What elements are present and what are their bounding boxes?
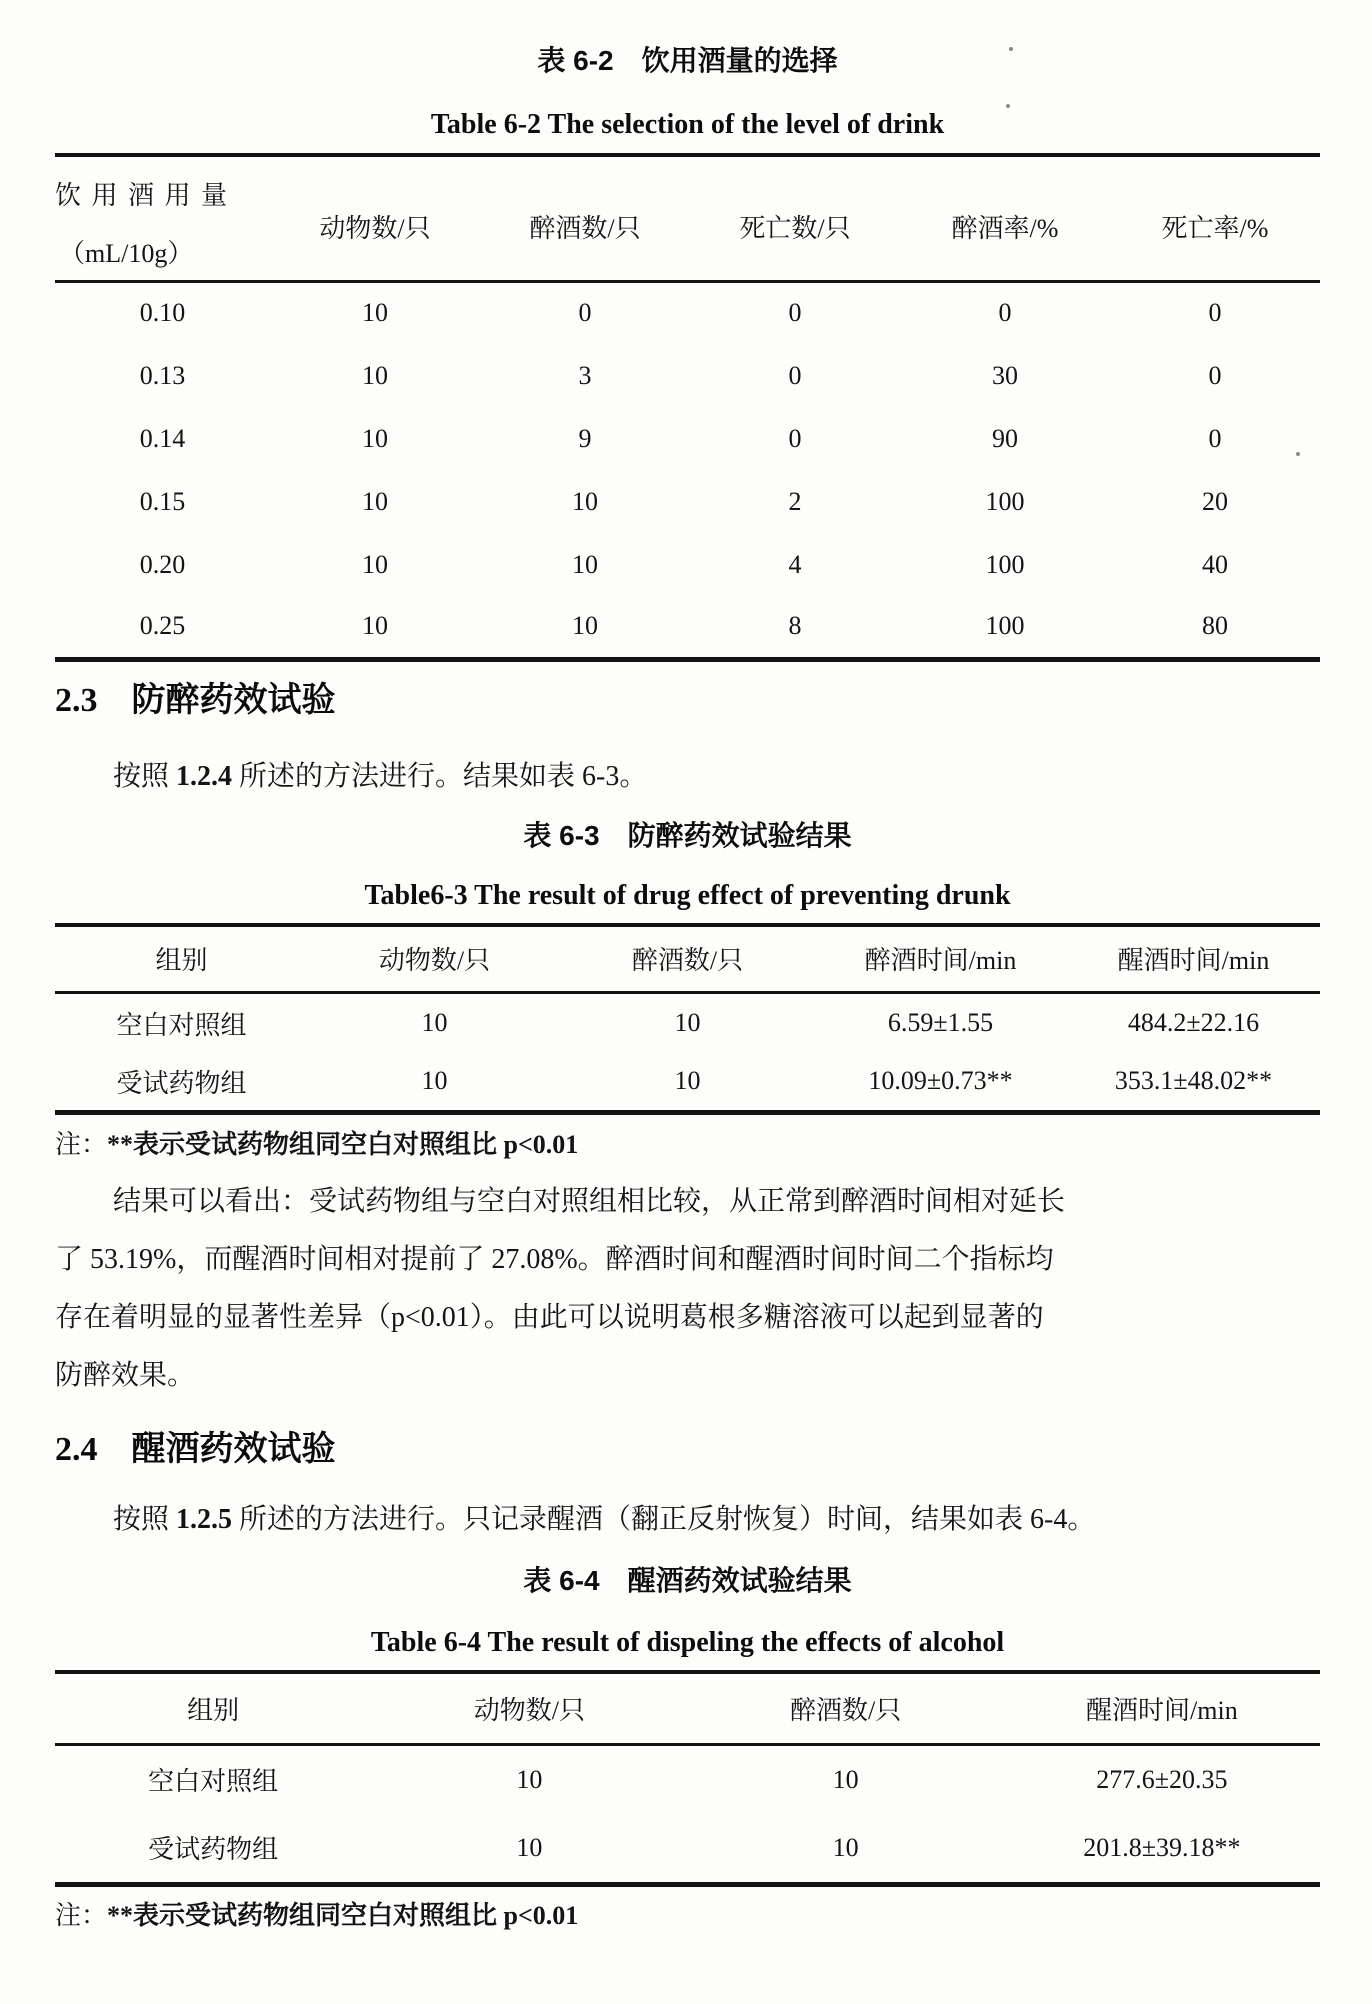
header-cell-dose <box>55 155 270 281</box>
paragraph-line: 防醉效果。 <box>55 1360 196 1391</box>
data-cell: 0 <box>1208 298 1222 328</box>
data-cell: 10 <box>362 486 389 516</box>
data-cell: 100 <box>985 486 1025 516</box>
data-cell: 80 <box>1201 611 1228 641</box>
data-cell: 353.1±48.02** <box>1114 1066 1273 1096</box>
method-reference: 1.2.5 <box>176 1504 233 1535</box>
data-cell: 10.09±0.73** <box>868 1066 1013 1096</box>
data-cell: 0 <box>1208 360 1222 390</box>
data-cell: 受试药物组 <box>148 1835 279 1865</box>
section-2-3-intro <box>55 757 1320 797</box>
table-row <box>55 993 1320 1053</box>
header-cell: 醒酒时间/min <box>1086 1695 1238 1725</box>
header-cell: 醉酒率/% <box>951 213 1059 243</box>
data-cell: 0.20 <box>139 549 186 579</box>
table-6-3-caption-cn: 表 6-3 防醉药效试验结果 <box>523 819 852 851</box>
table-header-row <box>55 1672 1320 1744</box>
table-6-3-caption-en: Table6-3 The result of drug effect of preventing drunk <box>364 879 1011 911</box>
table-6-2-caption-en: Table 6-2 The selection of the level of drink <box>430 109 945 140</box>
table-row <box>55 281 1320 344</box>
table-row <box>55 470 1320 533</box>
data-cell: 0 <box>788 360 802 390</box>
table-6-4 <box>55 1670 1320 1887</box>
section-title: 防醉药效试验 <box>131 680 336 719</box>
section-2-4-intro <box>55 1500 1320 1540</box>
data-cell: 2 <box>788 486 802 516</box>
data-cell: 100 <box>985 611 1025 641</box>
data-cell: 空白对照组 <box>116 1010 247 1040</box>
note-label: 注： <box>55 1900 108 1930</box>
note-text: **表示受试药物组同空白对照组比 p<0.01 <box>107 1130 579 1159</box>
header-cell: 死亡数/只 <box>739 213 851 243</box>
method-reference: 1.2.4 <box>176 760 233 792</box>
section-number: 2.3 <box>55 681 98 719</box>
paragraph-line: 存在着明显的显著性差异（p<0.01）。由此可以说明葛根多糖溶液可以起到显著的 <box>55 1302 1044 1333</box>
header-cell: 动物数/只 <box>319 213 431 243</box>
table-row <box>55 1814 1320 1884</box>
header-cell: 动物数/只 <box>473 1695 585 1725</box>
scan-speck <box>1296 452 1300 456</box>
header-cell: 醉酒数/只 <box>529 213 641 243</box>
table-row <box>55 1053 1320 1113</box>
data-cell: 0.10 <box>139 298 186 328</box>
table-6-2-caption-cn: 表 6-2 饮用酒量的选择 <box>537 45 838 76</box>
data-cell: 0 <box>998 298 1012 328</box>
header-cell: 组别 <box>155 946 208 976</box>
header-cell: 死亡率/% <box>1161 213 1269 243</box>
dose-header-line1: 饮 用 酒 用 量 <box>55 181 230 210</box>
scan-speck <box>1006 104 1010 108</box>
data-cell: 10 <box>362 549 389 579</box>
section-2-4-heading <box>55 1429 1320 1470</box>
data-cell: 0 <box>788 298 802 328</box>
data-cell: 10 <box>674 1066 701 1096</box>
data-cell: 10 <box>362 423 389 453</box>
data-cell: 10 <box>516 1764 543 1794</box>
data-cell: 0 <box>578 298 592 328</box>
table-6-3-note <box>55 1129 1320 1161</box>
table-row <box>55 533 1320 596</box>
data-cell: 10 <box>421 1066 448 1096</box>
data-cell: 277.6±20.35 <box>1096 1764 1228 1794</box>
data-cell: 0.13 <box>139 360 186 390</box>
paragraph-line: 结果可以看出：受试药物组与空白对照组相比较，从正常到醉酒时间相对延长 <box>113 1186 1066 1217</box>
data-cell: 6.59±1.55 <box>887 1008 994 1038</box>
data-cell: 100 <box>985 549 1025 579</box>
section-number: 2.4 <box>55 1431 98 1468</box>
paragraph-line: 了 53.19%，而醒酒时间相对提前了 27.08%。醉酒时间和醒酒时间时间二个指标均 <box>55 1244 1054 1275</box>
result-paragraph <box>55 1173 1320 1405</box>
data-cell: 484.2±22.16 <box>1127 1008 1260 1038</box>
table-6-4-caption-cn: 表 6-4 醒酒药效试验结果 <box>523 1565 852 1596</box>
data-cell: 10 <box>362 360 389 390</box>
page-content <box>0 44 1372 1932</box>
table-header-row <box>55 155 1320 281</box>
header-cell: 醒酒时间/min <box>1117 946 1270 976</box>
note-text: **表示受试药物组同空白对照组比 p<0.01 <box>107 1900 579 1930</box>
intro-text: 按照 <box>113 760 177 792</box>
data-cell: 10 <box>362 298 389 328</box>
dose-header-line2: （mL/10g） <box>59 239 194 268</box>
scan-speck <box>1009 47 1013 51</box>
header-cell: 动物数/只 <box>378 946 491 976</box>
data-cell: 10 <box>674 1008 701 1038</box>
note-label: 注： <box>55 1130 108 1159</box>
data-cell: 40 <box>1201 549 1228 579</box>
table-row <box>55 1744 1320 1814</box>
data-cell: 空白对照组 <box>148 1767 279 1797</box>
data-cell: 0.25 <box>139 611 186 641</box>
data-cell: 0 <box>788 423 802 453</box>
header-cell: 醉酒数/只 <box>631 946 744 976</box>
data-cell: 20 <box>1201 486 1228 516</box>
data-cell: 201.8±39.18** <box>1083 1832 1241 1862</box>
header-cell: 醉酒数/只 <box>790 1695 902 1725</box>
intro-text: 按照 <box>113 1504 177 1535</box>
table-6-4-caption-en: Table 6-4 The result of dispeling the effects of alcohol <box>370 1627 1005 1658</box>
data-cell: 10 <box>832 1764 859 1794</box>
intro-text: 所述的方法进行。结果如表 6-3。 <box>232 760 648 792</box>
section-title: 醒酒药效试验 <box>131 1430 336 1468</box>
data-cell: 10 <box>572 549 599 579</box>
data-cell: 10 <box>572 611 599 641</box>
table-6-3 <box>55 923 1320 1116</box>
data-cell: 30 <box>991 360 1018 390</box>
header-cell: 组别 <box>187 1695 240 1725</box>
data-cell: 10 <box>832 1832 859 1862</box>
data-cell: 0 <box>1208 423 1222 453</box>
table-row <box>55 407 1320 470</box>
table-6-2 <box>55 153 1320 662</box>
section-2-3-heading <box>55 680 1320 721</box>
table-header-row <box>55 925 1320 993</box>
data-cell: 3 <box>578 360 592 390</box>
data-cell: 受试药物组 <box>116 1068 247 1098</box>
data-cell: 10 <box>572 486 599 516</box>
table-row <box>55 596 1320 659</box>
data-cell: 0.15 <box>139 486 186 516</box>
data-cell: 9 <box>578 423 592 453</box>
header-cell: 醉酒时间/min <box>864 946 1017 976</box>
data-cell: 10 <box>516 1832 543 1862</box>
data-cell: 0.14 <box>139 423 186 453</box>
data-cell: 8 <box>788 611 802 641</box>
data-cell: 4 <box>788 549 802 579</box>
intro-text: 所述的方法进行。只记录醒酒（翻正反射恢复）时间，结果如表 6-4。 <box>232 1504 1096 1535</box>
data-cell: 10 <box>362 611 389 641</box>
data-cell: 90 <box>991 423 1018 453</box>
table-row <box>55 344 1320 407</box>
table-6-4-note <box>55 1900 1320 1932</box>
data-cell: 10 <box>421 1008 448 1038</box>
